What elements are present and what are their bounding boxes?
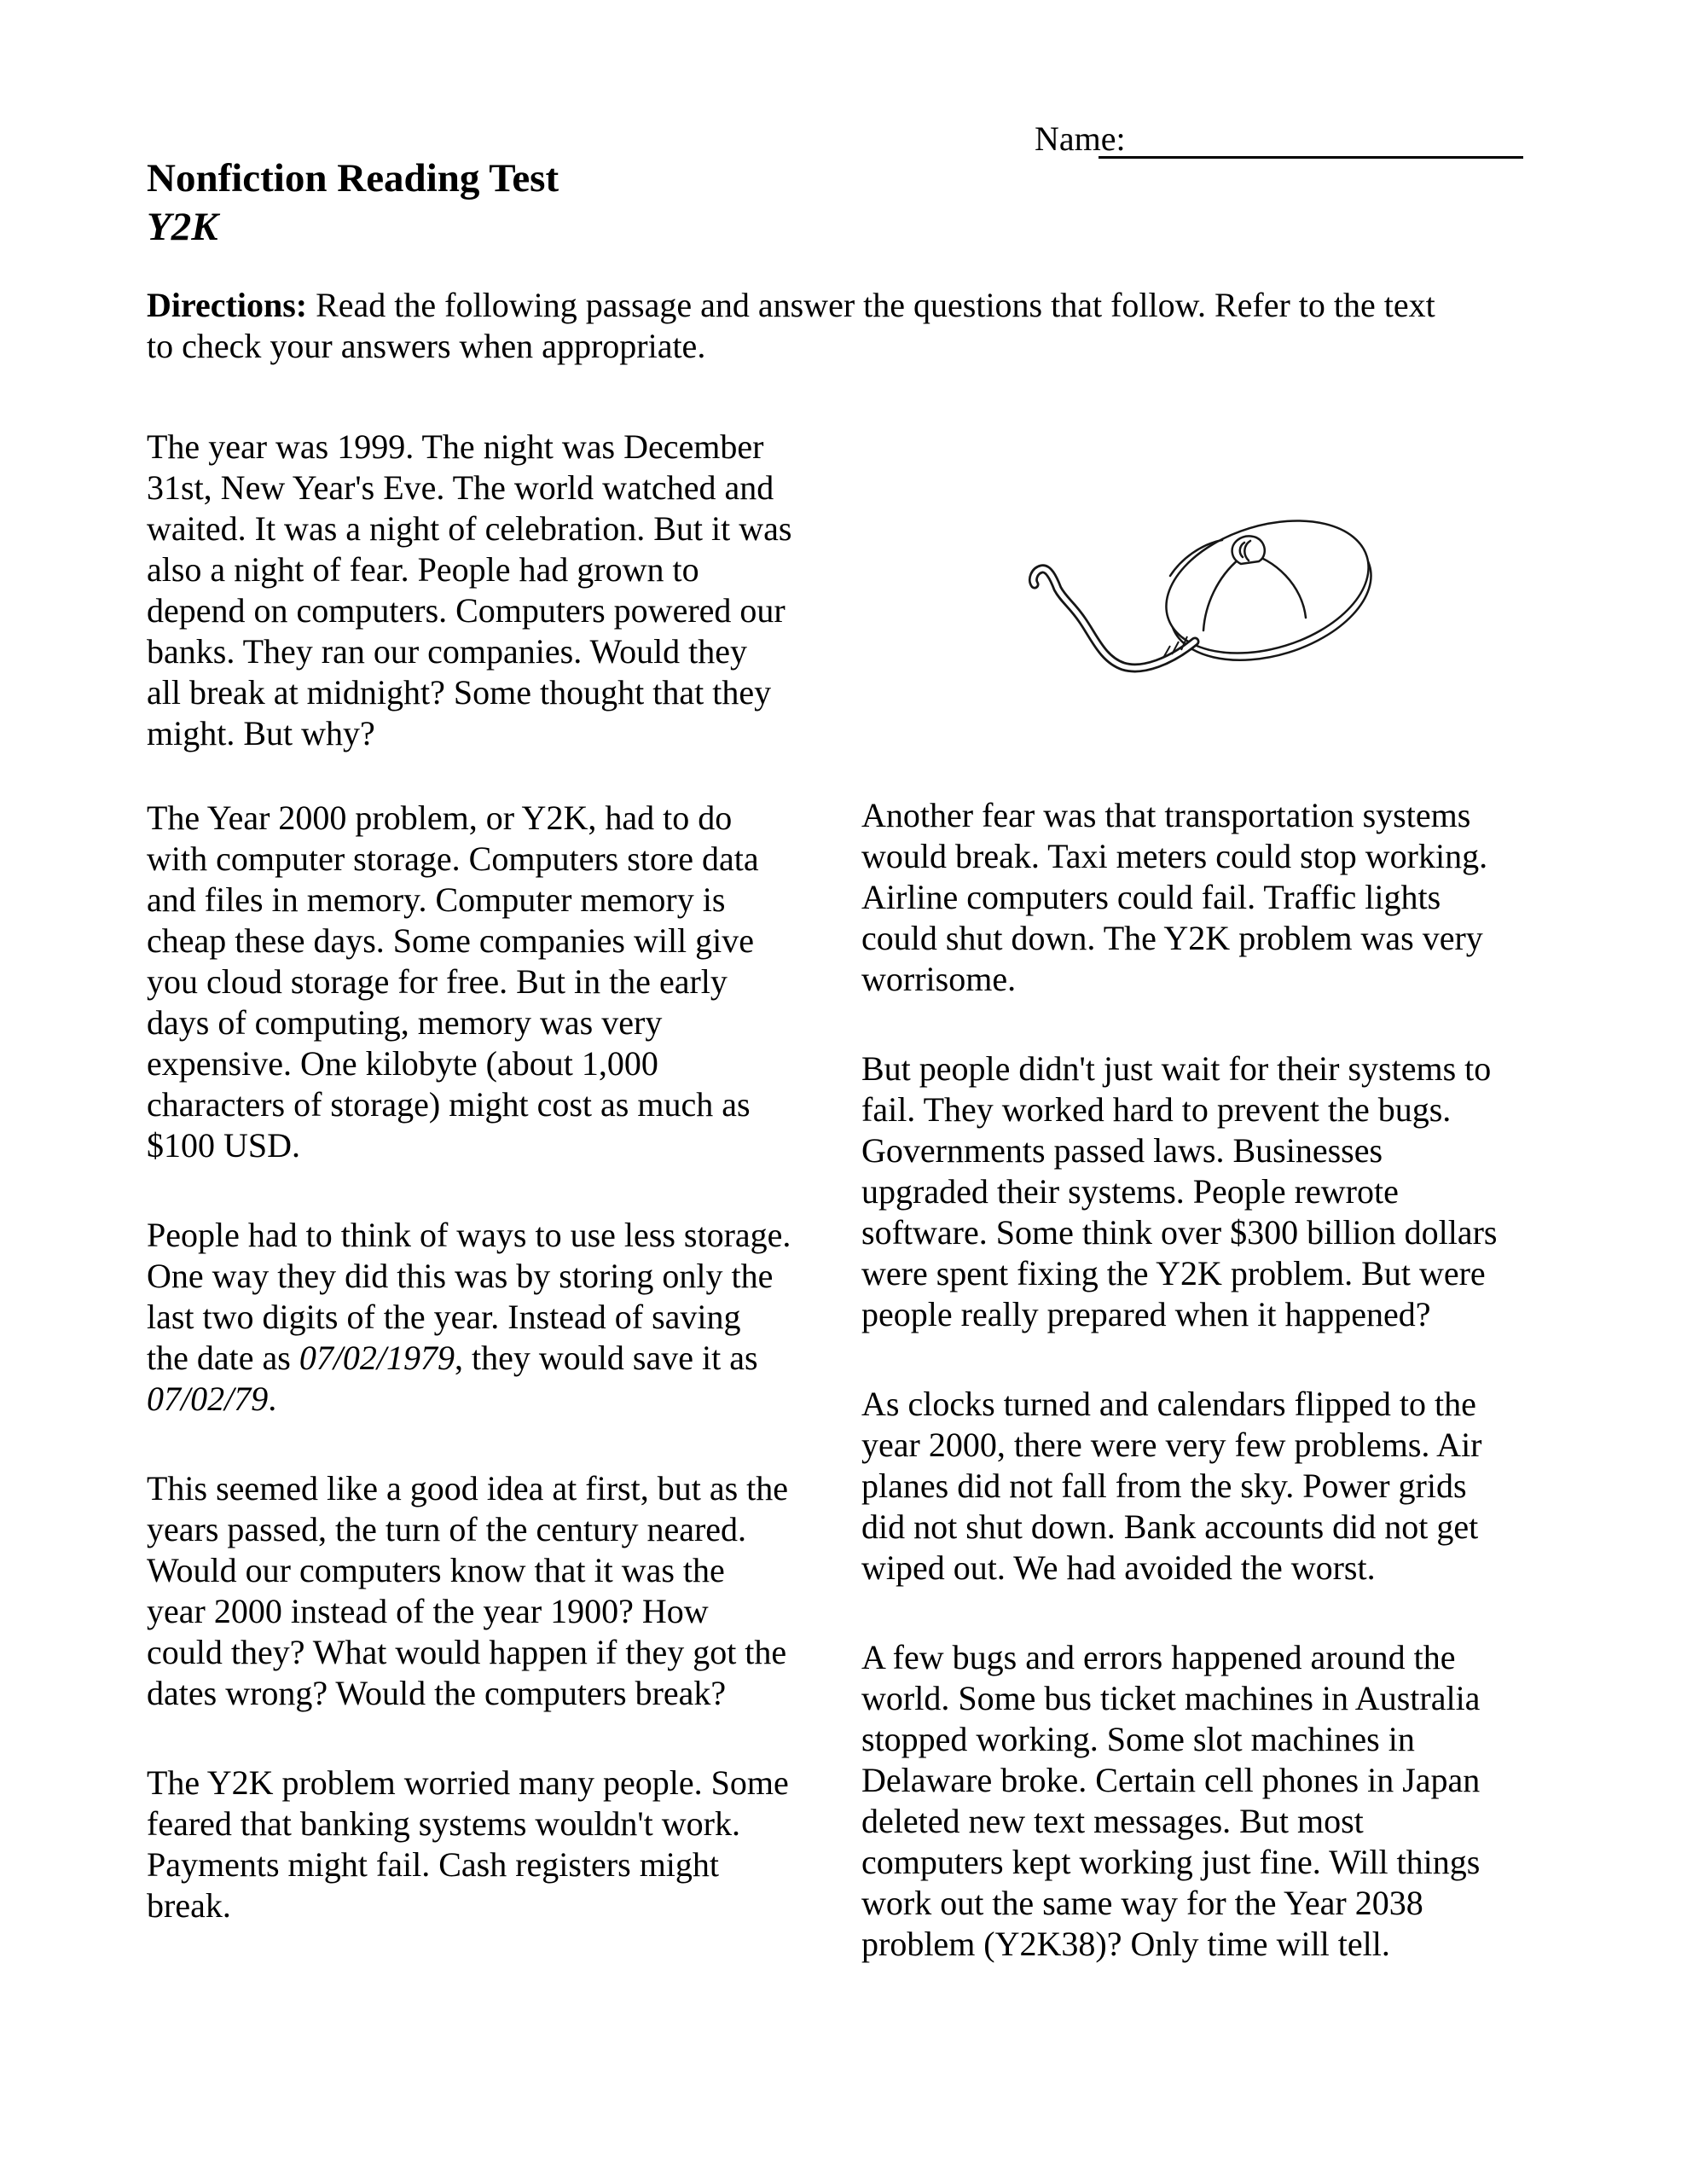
text-run: This seemed like a good idea at first, but as the [147, 1469, 789, 1507]
text-run: People had to think of ways to use less storage. [147, 1216, 791, 1254]
text-run: wiped out. We had avoided the worst. [861, 1548, 1376, 1587]
paragraph [147, 1468, 859, 1714]
text-run: Delaware broke. Certain cell phones in Japan [861, 1761, 1481, 1799]
text-run: could shut down. The Y2K problem was very [861, 919, 1483, 957]
paragraph [861, 795, 1544, 1000]
paragraph [147, 285, 1597, 367]
text-run: expensive. One kilobyte (about 1,000 [147, 1044, 658, 1083]
text-run: Payments might fail. Cash registers might [147, 1845, 720, 1884]
text-run: , they would save it as [455, 1339, 758, 1377]
text-run: all break at midnight? Some thought that they [147, 673, 772, 712]
text-run: dates wrong? Would the computers break? [147, 1674, 727, 1712]
name-label: Name: [1035, 119, 1126, 158]
text-run: A few bugs and errors happened around the [861, 1638, 1456, 1676]
text-run: computers kept working just fine. Will things [861, 1843, 1481, 1881]
text-run: the date as [147, 1339, 299, 1377]
text-run: and files in memory. Computer memory is [147, 880, 726, 919]
text-run: As clocks turned and calendars flipped to the [861, 1385, 1476, 1423]
directions [147, 285, 1597, 415]
text-run: fail. They worked hard to prevent the bugs. [861, 1090, 1452, 1129]
text-run: cheap these days. Some companies will give [147, 921, 755, 960]
text-run: Would our computers know that it was the [147, 1551, 725, 1589]
passage-left-column-intro [147, 427, 859, 803]
computer-mouse-icon [1019, 516, 1386, 682]
paragraph [861, 1384, 1544, 1589]
text-run: year 2000 instead of the year 1900? How [147, 1592, 709, 1630]
text-run: One way they did this was by storing only the [147, 1257, 774, 1295]
bold-label: Directions: [147, 286, 308, 324]
text-run: characters of storage) might cost as much as [147, 1085, 751, 1124]
text-run: depend on computers. Computers powered our [147, 591, 786, 630]
text-run: did not shut down. Bank accounts did not get [861, 1507, 1479, 1546]
text-run: years passed, the turn of the century neared. [147, 1510, 747, 1548]
text-run: you cloud storage for free. But in the early [147, 962, 728, 1001]
text-run: with computer storage. Computers store data [147, 839, 759, 878]
text-run: . [268, 1380, 277, 1418]
passage-left-column [147, 798, 859, 1975]
passage-right-column [861, 795, 1544, 2013]
text-run: But people didn't just wait for their systems to [861, 1049, 1492, 1088]
text-run: world. Some bus ticket machines in Australia [861, 1679, 1481, 1717]
mouse-illustration [1019, 516, 1386, 682]
text-run: last two digits of the year. Instead of saving [147, 1298, 741, 1336]
text-run: Airline computers could fail. Traffic lights [861, 878, 1441, 916]
paragraph [147, 1763, 859, 1926]
text-run: banks. They ran our companies. Would they [147, 632, 748, 671]
text-run: software. Some think over $300 billion dollars [861, 1213, 1498, 1252]
name-blank-line[interactable] [1099, 120, 1523, 159]
paragraph [147, 1215, 859, 1420]
text-run: to check your answers when appropriate. [147, 327, 706, 365]
page-title: Nonfiction Reading Test [147, 156, 559, 200]
paragraph [861, 1637, 1544, 1965]
text-run: 31st, New Year's Eve. The world watched and [147, 468, 774, 507]
paragraph [147, 798, 859, 1166]
text-run: The Y2K problem worried many people. Some [147, 1763, 789, 1802]
text-run: might. But why? [147, 714, 375, 752]
text-run: worrisome. [861, 960, 1017, 998]
text-run: would break. Taxi meters could stop working. [861, 837, 1488, 875]
text-run: feared that banking systems wouldn't work. [147, 1804, 740, 1843]
text-run: work out the same way for the Year 2038 [861, 1884, 1423, 1922]
text-run: could they? What would happen if they got the [147, 1633, 787, 1671]
text-run: Another fear was that transportation systems [861, 796, 1471, 834]
text-run: waited. It was a night of celebration. But it was [147, 509, 792, 548]
text-run: were spent fixing the Y2K problem. But were [861, 1254, 1486, 1292]
text-run: Governments passed laws. Businesses [861, 1131, 1383, 1170]
text-run: Read the following passage and answer the questions that follow. Refer to the text [307, 286, 1435, 324]
text-run: The year was 1999. The night was December [147, 427, 764, 466]
paragraph [147, 427, 859, 754]
text-run: also a night of fear. People had grown to [147, 550, 699, 589]
text-run: problem (Y2K38)? Only time will tell. [861, 1925, 1390, 1963]
text-run: $100 USD. [147, 1126, 301, 1165]
text-run: stopped working. Some slot machines in [861, 1720, 1415, 1758]
text-run: people really prepared when it happened? [861, 1295, 1431, 1333]
paragraph [861, 1048, 1544, 1335]
text-run: The Year 2000 problem, or Y2K, had to do [147, 799, 733, 837]
text-run: upgraded their systems. People rewrote [861, 1172, 1399, 1211]
text-run: days of computing, memory was very [147, 1003, 663, 1042]
text-run: break. [147, 1886, 231, 1925]
italic-text: 07/02/1979 [299, 1339, 455, 1377]
text-run: deleted new text messages. But most [861, 1802, 1364, 1840]
italic-text: 07/02/79 [147, 1380, 269, 1418]
text-run: planes did not fall from the sky. Power grids [861, 1467, 1467, 1505]
page-subtitle: Y2K [147, 205, 218, 249]
text-run: year 2000, there were very few problems. Air [861, 1426, 1482, 1464]
